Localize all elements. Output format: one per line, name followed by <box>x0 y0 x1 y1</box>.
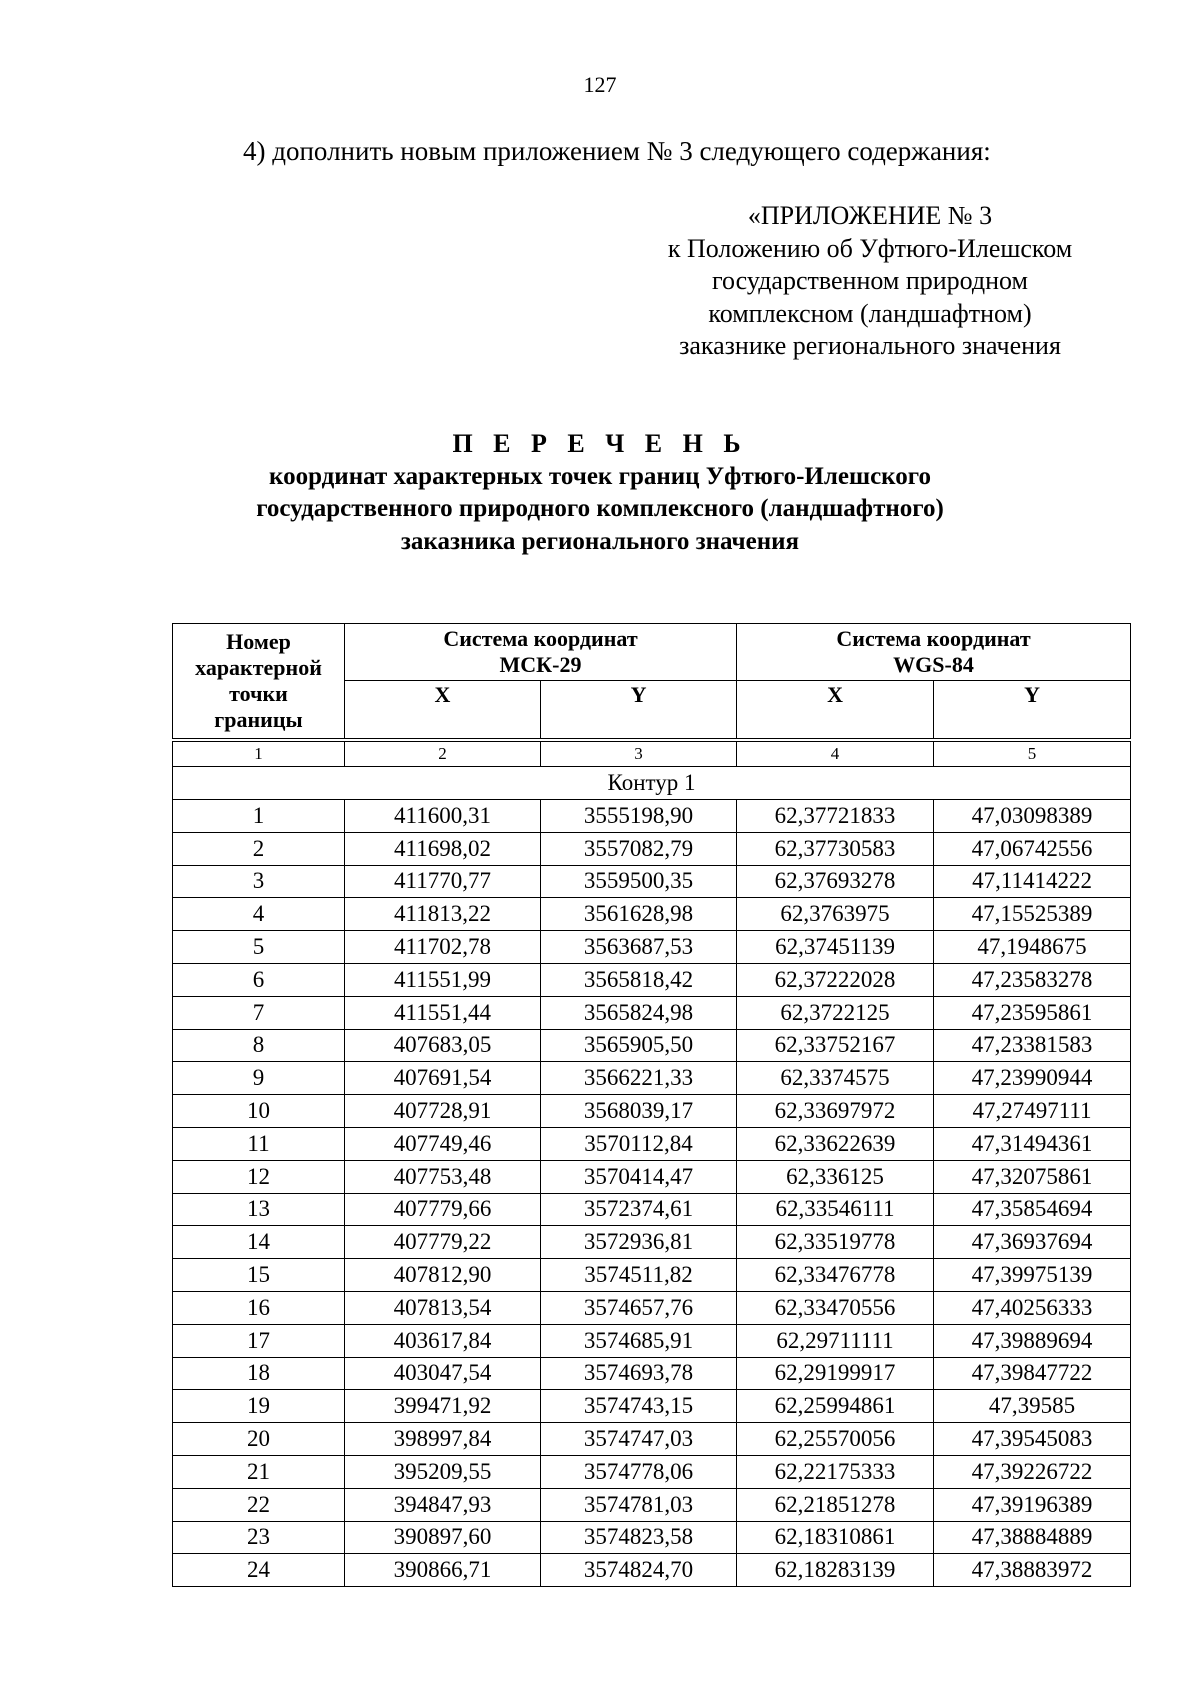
header-msk29 <box>345 624 737 681</box>
msk-y-cell: 3574823,58 <box>541 1521 737 1554</box>
wgs-y-cell: 47,36937694 <box>934 1226 1131 1259</box>
table-row <box>173 800 1131 833</box>
wgs-y-cell: 47,39585 <box>934 1390 1131 1423</box>
msk-y-cell: 3574781,03 <box>541 1488 737 1521</box>
msk-x-cell: 395209,55 <box>345 1455 541 1488</box>
wgs-x-cell: 62,18310861 <box>737 1521 934 1554</box>
msk-x-cell: 407812,90 <box>345 1259 541 1292</box>
appendix-line: к Положению об Уфтюго-Илешском <box>667 233 1073 263</box>
table-row <box>173 1226 1131 1259</box>
msk-y-cell: 3574685,91 <box>541 1324 737 1357</box>
table-row <box>173 832 1131 865</box>
wgs-y-cell: 47,38884889 <box>934 1521 1131 1554</box>
point-number-cell: 24 <box>173 1554 345 1587</box>
wgs-x-cell: 62,21851278 <box>737 1488 934 1521</box>
msk-x-cell: 403047,54 <box>345 1357 541 1390</box>
column-number: 4 <box>737 742 934 767</box>
point-number-cell: 1 <box>173 800 345 833</box>
msk-x-cell: 407749,46 <box>345 1127 541 1160</box>
wgs-x-cell: 62,37730583 <box>737 832 934 865</box>
column-numbers-row <box>173 742 1131 767</box>
wgs-x-cell: 62,3763975 <box>737 898 934 931</box>
title-line: заказника регионального значения <box>400 527 800 555</box>
msk-x-cell: 411813,22 <box>345 898 541 931</box>
wgs-x-cell: 62,33470556 <box>737 1291 934 1324</box>
header-wgs-x: X <box>737 681 934 739</box>
table-row <box>173 963 1131 996</box>
point-number-cell: 12 <box>173 1160 345 1193</box>
msk-x-cell: 411702,78 <box>345 931 541 964</box>
wgs-y-cell: 47,27497111 <box>934 1095 1131 1128</box>
header-line: границы <box>214 707 303 732</box>
table-row <box>173 1193 1131 1226</box>
appendix-header <box>620 200 1120 363</box>
msk-x-cell: 411551,44 <box>345 996 541 1029</box>
point-number-cell: 11 <box>173 1127 345 1160</box>
msk-x-cell: 390866,71 <box>345 1554 541 1587</box>
wgs-y-cell: 47,39975139 <box>934 1259 1131 1292</box>
msk-x-cell: 407728,91 <box>345 1095 541 1128</box>
wgs-x-cell: 62,37721833 <box>737 800 934 833</box>
appendix-line: «ПРИЛОЖЕНИЕ № 3 <box>747 201 993 230</box>
table-row <box>173 1029 1131 1062</box>
header-line: точки <box>229 681 288 706</box>
column-number: 2 <box>345 742 541 767</box>
wgs-y-cell: 47,23990944 <box>934 1062 1131 1095</box>
wgs-y-cell: 47,38883972 <box>934 1554 1131 1587</box>
table-row <box>173 1554 1131 1587</box>
appendix-line: заказнике регионального значения <box>679 331 1061 360</box>
table-row <box>173 1455 1131 1488</box>
point-number-cell: 2 <box>173 832 345 865</box>
wgs-y-cell: 47,23381583 <box>934 1029 1131 1062</box>
msk-x-cell: 407779,66 <box>345 1193 541 1226</box>
msk-y-cell: 3565824,98 <box>541 996 737 1029</box>
wgs-x-cell: 62,33697972 <box>737 1095 934 1128</box>
msk-x-cell: 411770,77 <box>345 865 541 898</box>
table-row <box>173 1062 1131 1095</box>
msk-y-cell: 3572374,61 <box>541 1193 737 1226</box>
point-number-cell: 15 <box>173 1259 345 1292</box>
msk-y-cell: 3557082,79 <box>541 832 737 865</box>
msk-y-cell: 3568039,17 <box>541 1095 737 1128</box>
table-row <box>173 1160 1131 1193</box>
table-row <box>173 1521 1131 1554</box>
msk-y-cell: 3563687,53 <box>541 931 737 964</box>
wgs-y-cell: 47,11414222 <box>934 865 1131 898</box>
header-line: характерной <box>195 655 322 680</box>
table-row <box>173 898 1131 931</box>
msk-y-cell: 3561628,98 <box>541 898 737 931</box>
msk-y-cell: 3574511,82 <box>541 1259 737 1292</box>
msk-x-cell: 407813,54 <box>345 1291 541 1324</box>
appendix-line: комплексном (ландшафтном) <box>708 298 1032 328</box>
table-body <box>173 739 1131 1587</box>
wgs-x-cell: 62,336125 <box>737 1160 934 1193</box>
point-number-cell: 6 <box>173 963 345 996</box>
table-row <box>173 1488 1131 1521</box>
msk-x-cell: 407779,22 <box>345 1226 541 1259</box>
msk-y-cell: 3574743,15 <box>541 1390 737 1423</box>
wgs-x-cell: 62,3374575 <box>737 1062 934 1095</box>
wgs-x-cell: 62,18283139 <box>737 1554 934 1587</box>
wgs-x-cell: 62,3722125 <box>737 996 934 1029</box>
header-line: Система координат <box>443 626 638 651</box>
wgs-x-cell: 62,37693278 <box>737 865 934 898</box>
msk-y-cell: 3574824,70 <box>541 1554 737 1587</box>
header-wgs84 <box>737 624 1131 681</box>
msk-y-cell: 3572936,81 <box>541 1226 737 1259</box>
msk-y-cell: 3555198,90 <box>541 800 737 833</box>
wgs-x-cell: 62,33519778 <box>737 1226 934 1259</box>
wgs-y-cell: 47,23583278 <box>934 963 1131 996</box>
header-line: Система координат <box>836 626 1031 651</box>
wgs-x-cell: 62,33622639 <box>737 1127 934 1160</box>
point-number-cell: 3 <box>173 865 345 898</box>
wgs-y-cell: 47,40256333 <box>934 1291 1131 1324</box>
point-number-cell: 8 <box>173 1029 345 1062</box>
point-number-cell: 14 <box>173 1226 345 1259</box>
point-number-cell: 4 <box>173 898 345 931</box>
header-msk-x: X <box>345 681 541 739</box>
msk-x-cell: 407691,54 <box>345 1062 541 1095</box>
wgs-y-cell: 47,39226722 <box>934 1455 1131 1488</box>
msk-y-cell: 3574747,03 <box>541 1423 737 1456</box>
msk-x-cell: 407683,05 <box>345 1029 541 1062</box>
wgs-y-cell: 47,1948675 <box>934 931 1131 964</box>
header-msk-y: Y <box>541 681 737 739</box>
point-number-cell: 10 <box>173 1095 345 1128</box>
wgs-y-cell: 47,39847722 <box>934 1357 1131 1390</box>
point-number-cell: 21 <box>173 1455 345 1488</box>
point-number-cell: 9 <box>173 1062 345 1095</box>
wgs-y-cell: 47,35854694 <box>934 1193 1131 1226</box>
column-number: 5 <box>934 742 1131 767</box>
title-line: координат характерных точек границ Уфтюго-Илешского <box>269 462 931 490</box>
table-row <box>173 1259 1131 1292</box>
table-row <box>173 865 1131 898</box>
wgs-x-cell: 62,33476778 <box>737 1259 934 1292</box>
wgs-y-cell: 47,31494361 <box>934 1127 1131 1160</box>
msk-y-cell: 3559500,35 <box>541 865 737 898</box>
wgs-y-cell: 47,06742556 <box>934 832 1131 865</box>
wgs-x-cell: 62,37222028 <box>737 963 934 996</box>
page-number: 127 <box>583 72 617 97</box>
point-number-cell: 13 <box>173 1193 345 1226</box>
msk-y-cell: 3566221,33 <box>541 1062 737 1095</box>
header-line: WGS-84 <box>893 652 974 677</box>
point-number-cell: 5 <box>173 931 345 964</box>
wgs-x-cell: 62,29711111 <box>737 1324 934 1357</box>
wgs-x-cell: 62,33546111 <box>737 1193 934 1226</box>
table-row <box>173 931 1131 964</box>
point-number-cell: 18 <box>173 1357 345 1390</box>
wgs-x-cell: 62,33752167 <box>737 1029 934 1062</box>
header-point-number <box>173 624 345 739</box>
wgs-y-cell: 47,03098389 <box>934 800 1131 833</box>
wgs-y-cell: 47,15525389 <box>934 898 1131 931</box>
document-title <box>0 428 1200 558</box>
wgs-y-cell: 47,23595861 <box>934 996 1131 1029</box>
point-number-cell: 19 <box>173 1390 345 1423</box>
coordinates-table <box>172 623 1131 1587</box>
intro-text: 4) дополнить новым приложением № 3 следующего содержания: <box>243 136 991 166</box>
msk-y-cell: 3574693,78 <box>541 1357 737 1390</box>
point-number-cell: 7 <box>173 996 345 1029</box>
msk-x-cell: 411600,31 <box>345 800 541 833</box>
point-number-cell: 17 <box>173 1324 345 1357</box>
msk-y-cell: 3574778,06 <box>541 1455 737 1488</box>
msk-x-cell: 407753,48 <box>345 1160 541 1193</box>
title-main: П Е Р Е Ч Е Н Ь <box>452 429 748 458</box>
msk-x-cell: 398997,84 <box>345 1423 541 1456</box>
point-number-cell: 16 <box>173 1291 345 1324</box>
msk-y-cell: 3570414,47 <box>541 1160 737 1193</box>
point-number-cell: 22 <box>173 1488 345 1521</box>
column-number: 3 <box>541 742 737 767</box>
table-row <box>173 996 1131 1029</box>
wgs-x-cell: 62,22175333 <box>737 1455 934 1488</box>
header-line: МСК-29 <box>499 652 582 677</box>
table-row <box>173 1357 1131 1390</box>
column-number: 1 <box>173 742 345 767</box>
point-number-cell: 23 <box>173 1521 345 1554</box>
point-number-cell: 20 <box>173 1423 345 1456</box>
wgs-y-cell: 47,32075861 <box>934 1160 1131 1193</box>
header-wgs-y: Y <box>934 681 1131 739</box>
wgs-y-cell: 47,39196389 <box>934 1488 1131 1521</box>
table-row <box>173 1095 1131 1128</box>
contour-row <box>173 767 1131 800</box>
wgs-x-cell: 62,25570056 <box>737 1423 934 1456</box>
msk-x-cell: 399471,92 <box>345 1390 541 1423</box>
header-line: Номер <box>226 629 291 654</box>
wgs-x-cell: 62,29199917 <box>737 1357 934 1390</box>
msk-x-cell: 411551,99 <box>345 963 541 996</box>
contour-label: Контур 1 <box>173 767 1131 800</box>
table-row <box>173 1390 1131 1423</box>
table-row <box>173 1324 1131 1357</box>
table-row <box>173 1127 1131 1160</box>
table-row <box>173 1423 1131 1456</box>
wgs-x-cell: 62,25994861 <box>737 1390 934 1423</box>
appendix-line: государственном природном <box>711 266 1029 295</box>
msk-x-cell: 403617,84 <box>345 1324 541 1357</box>
msk-y-cell: 3565818,42 <box>541 963 737 996</box>
msk-x-cell: 390897,60 <box>345 1521 541 1554</box>
msk-y-cell: 3574657,76 <box>541 1291 737 1324</box>
msk-x-cell: 411698,02 <box>345 832 541 865</box>
title-line: государственного природного комплексного (ландшафтного) <box>256 495 944 522</box>
wgs-y-cell: 47,39545083 <box>934 1423 1131 1456</box>
wgs-y-cell: 47,39889694 <box>934 1324 1131 1357</box>
wgs-x-cell: 62,37451139 <box>737 931 934 964</box>
msk-y-cell: 3565905,50 <box>541 1029 737 1062</box>
table-row <box>173 1291 1131 1324</box>
msk-y-cell: 3570112,84 <box>541 1127 737 1160</box>
msk-x-cell: 394847,93 <box>345 1488 541 1521</box>
